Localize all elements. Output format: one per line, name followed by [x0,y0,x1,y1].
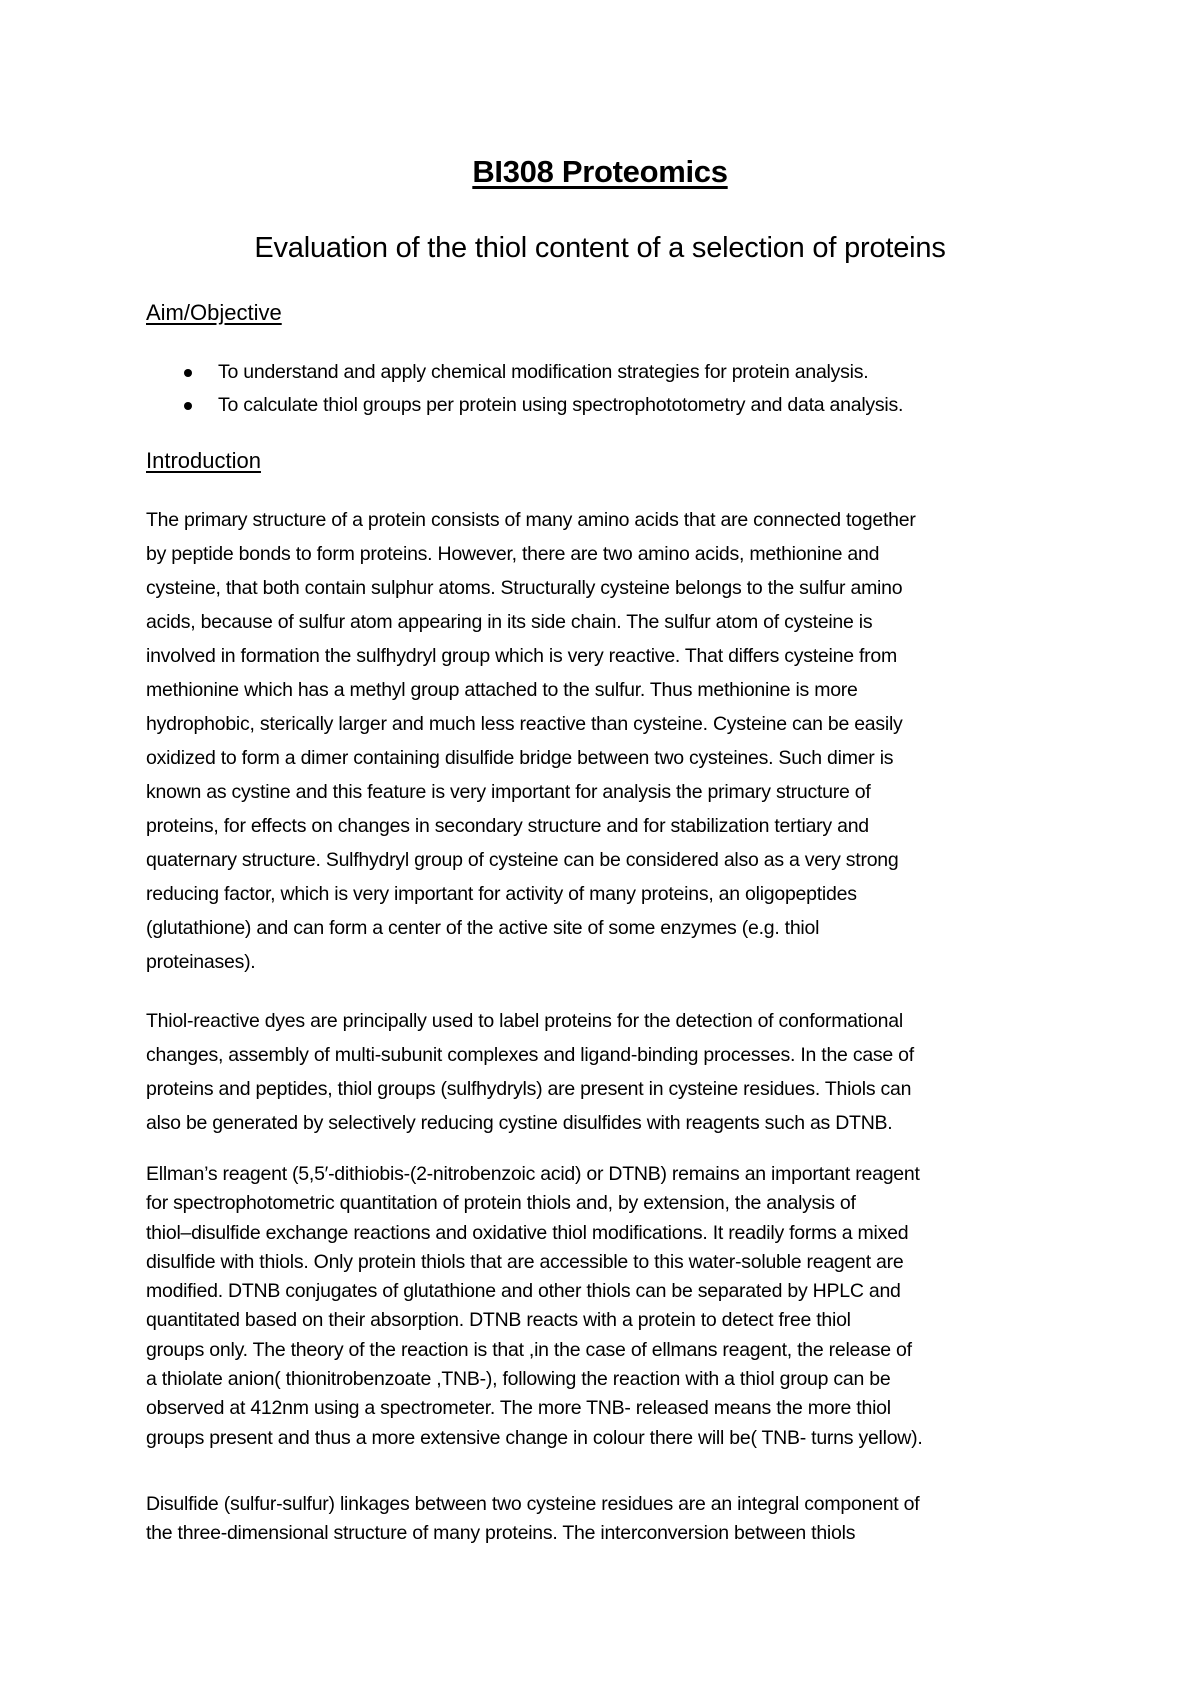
text-line: Ellman’s reagent (5,5′-dithiobis-(2-nitrobenzoic acid) or DTNB) remains an important reagent [146,1163,920,1185]
text-line: quantitated based on their absorption. DTNB reacts with a protein to detect free thiol [146,1309,851,1332]
aim-objective-heading: Aim/Objective [146,300,282,325]
text-line: involved in formation the sulfhydryl group which is very reactive. That differs cysteine from [146,645,897,667]
objectives-list [146,356,1076,422]
text-line: groups only. The theory of the reaction is that ,in the case of ellmans reagent, the release of [146,1338,912,1361]
introduction-heading: Introduction [146,448,261,473]
paragraph-ellmans-reagent [146,1160,1081,1453]
text-line: observed at 412nm using a spectrometer. The more TNB- released means the more thiol [146,1397,891,1420]
text-line: methionine which has a methyl group attached to the sulfur. Thus methionine is more [146,679,858,701]
document-title: BI308 Proteomics [472,154,728,189]
bullet-icon [184,402,192,410]
list-item-text: To understand and apply chemical modification strategies for protein analysis. [218,361,869,383]
document-subtitle: Evaluation of the thiol content of a selection of proteins [254,232,946,264]
text-line: hydrophobic, sterically larger and much less reactive than cysteine. Cysteine can be easily [146,713,903,735]
text-line: proteinases). [146,951,256,973]
text-line: changes, assembly of multi-subunit complexes and ligand-binding processes. In the case of [146,1044,914,1066]
list-item [146,356,1076,389]
text-line: proteins and peptides, thiol groups (sulfhydryls) are present in cysteine residues. Thiols can [146,1078,912,1100]
bullet-icon [184,369,192,377]
text-line: disulfide with thiols. Only protein thiols that are accessible to this water-soluble reagent are [146,1250,904,1273]
text-line: thiol–disulfide exchange reactions and oxidative thiol modifications. It readily forms a mixed [146,1221,909,1244]
text-line: Thiol-reactive dyes are principally used to label proteins for the detection of conformational [146,1010,903,1032]
text-line: quaternary structure. Sulfhydryl group of cysteine can be considered also as a very strong [146,849,899,871]
list-item [146,389,1076,422]
paragraph-primary-structure [146,503,1081,979]
text-line: The primary structure of a protein consists of many amino acids that are connected together [146,509,916,531]
text-line: the three-dimensional structure of many proteins. The interconversion between thiols [146,1522,856,1545]
text-line: oxidized to form a dimer containing disulfide bridge between two cysteines. Such dimer is [146,747,894,769]
text-line: cysteine, that both contain sulphur atoms. Structurally cysteine belongs to the sulfur amino [146,577,903,599]
text-line: Disulfide (sulfur-sulfur) linkages between two cysteine residues are an integral component of [146,1493,920,1515]
paragraph-disulfide-linkages [146,1490,1081,1549]
text-line: acids, because of sulfur atom appearing in its side chain. The sulfur atom of cysteine is [146,611,873,633]
text-line: modified. DTNB conjugates of glutathione and other thiols can be separated by HPLC and [146,1280,901,1303]
text-line: also be generated by selectively reducing cystine disulfides with reagents such as DTNB. [146,1112,893,1134]
text-line: reducing factor, which is very important for activity of many proteins, an oligopeptides [146,883,857,905]
text-line: known as cystine and this feature is very important for analysis the primary structure of [146,781,871,803]
paragraph-thiol-reactive-dyes [146,1004,1081,1140]
text-line: a thiolate anion( thionitrobenzoate ,TNB-), following the reaction with a thiol group can be [146,1368,891,1391]
text-line: (glutathione) and can form a center of the active site of some enzymes (e.g. thiol [146,917,820,939]
text-line: proteins, for effects on changes in secondary structure and for stabilization tertiary and [146,815,869,837]
text-line: groups present and thus a more extensive change in colour there will be( TNB- turns yellow). [146,1426,923,1449]
list-item-text: To calculate thiol groups per protein using spectrophototometry and data analysis. [218,394,904,416]
text-line: by peptide bonds to form proteins. However, there are two amino acids, methionine and [146,543,880,565]
text-line: for spectrophotometric quantitation of protein thiols and, by extension, the analysis of [146,1192,856,1215]
